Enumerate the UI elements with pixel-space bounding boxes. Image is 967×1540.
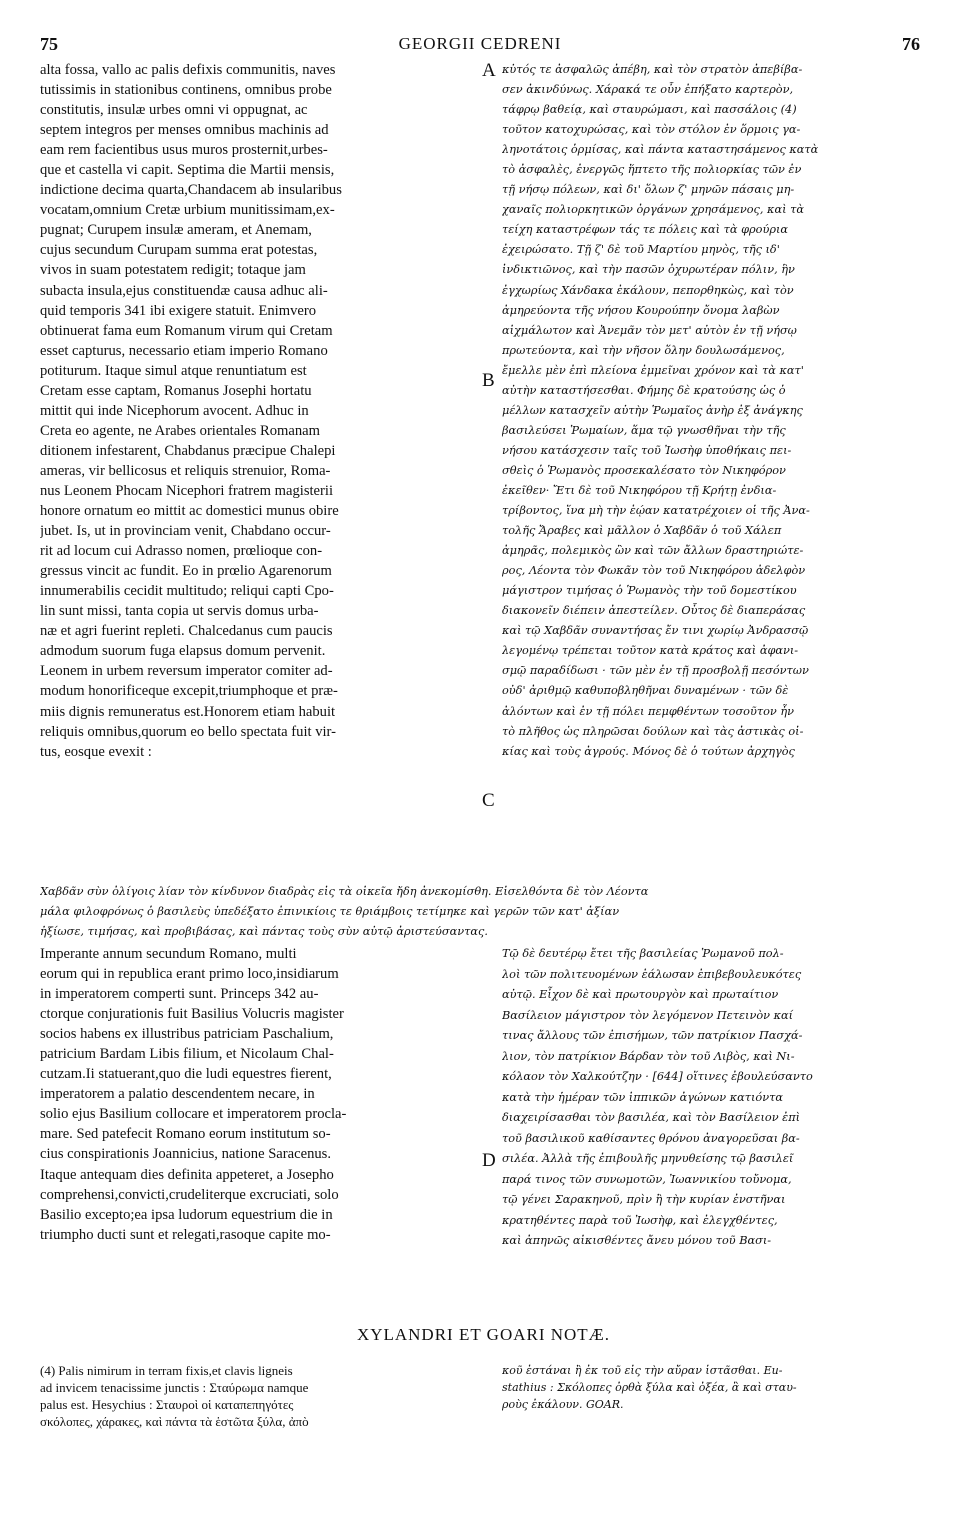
greek-text-line: ἰνδικτιῶνος, καὶ τὴν πασῶν ὀχυρωτέραν πόλιν, ἣν (502, 263, 795, 277)
latin-text-line: Leonem in urbem reversum imperator comiter ad- (40, 663, 333, 680)
latin-text-line: gressus vincit ac fundit. Eo in prœlio Agarenorum (40, 563, 332, 580)
latin-text-line: mittit qui inde Nicephorum avocent. Adhuc in (40, 402, 309, 419)
greek-text-line: οὐδ' ἀριθμῷ καθυποβληθῆναι δυναμένων · τῶν δὲ (502, 684, 789, 698)
greek-text-line: μέλλων κατασχεῖν αὐτὴν Ῥωμαῖος ἀνὴρ ἐξ ἀνάγκης (502, 403, 803, 417)
greek-text-line: τὸ πλῆθος ὡς πληρῶσαι δούλων καὶ τὰς ἀστικὰς οἰ- (502, 724, 804, 738)
greek-column-top (502, 60, 930, 762)
greek-text-line: διαχειρίσασθαι τὸν βασιλέα, καὶ τὸν Βασίλειον ἐπὶ (502, 1111, 801, 1124)
latin-text-line: septem integros per menses omnibus machinis ad (40, 122, 329, 139)
latin-text-line: patricium Bardam Libis filium, et Nicolaum Chal- (40, 1046, 334, 1063)
latin-text-line: ditionem infestarent, Chabdanus præcipue Chalepi (40, 442, 336, 459)
latin-text-line: in imperatorem comperti sunt. Princeps 342 au- (40, 986, 319, 1003)
latin-text-line: potiturum. Itaque simul atque renuntiatum est (40, 362, 307, 379)
note-text-line: stathius : Σκόλοπες ὀρθὰ ξύλα καὶ ὀξέα, ἃ καὶ σταυ- (502, 1381, 797, 1394)
latin-text-line: imperatorem a palatio descendentem necare, in (40, 1086, 315, 1103)
note-text-line: σκόλοπες, χάρακες, καὶ πάντα τὰ ἑστῶτα ξύλα, ἀπὸ (40, 1414, 309, 1429)
latin-text-line: modum honorificeque excepit,triumphoque et præ- (40, 683, 338, 700)
latin-text-line: eam rem facientibus usus muros prosternit,urbes- (40, 142, 328, 159)
latin-text-line: reliquis omnibus,quorum eo bello spectata fuit vir- (40, 723, 336, 740)
latin-text-line: comprehensi,convicti,crudeliterque excruciati, solo (40, 1186, 339, 1203)
latin-column-top (40, 60, 480, 762)
greek-text-line: ἐχειρώσατο. Τῇ ζ' δὲ τοῦ Μαρτίου μηνὸς, τῆς ιδ' (502, 243, 780, 257)
greek-text-line: ἔμελλε μὲν ἐπὶ πλείονα ἐμμεῖναι χρόνον καὶ τὰ κατ' (502, 363, 804, 377)
greek-text-line: σθεὶς ὁ Ῥωμανὸς προσεκαλέσατο τὸν Νικηφόρον (502, 463, 786, 477)
note-text-line: palus est. Hesychius : Σταυροὶ οἱ καταπεπηγότες (40, 1397, 294, 1412)
greek-text-line: σμῷ παραδίδωσι · τῶν μὲν ἐν τῇ προσβολῇ πεσόντων (502, 664, 809, 678)
latin-text-line: Imperante annum secundum Romano, multi (40, 946, 297, 962)
latin-text-line: Basilio excepto;ea ipsa ludorum equestrium die in (40, 1206, 333, 1223)
notes-left (40, 1362, 480, 1430)
greek-text-line: ἀλόντων καὶ ἐν τῇ πόλει πεμφθέντων τοσοῦτον ἦν (502, 704, 794, 718)
latin-text-line: eorum qui in republica erant primo loco,insidiarum (40, 966, 339, 983)
latin-text-line: Cretam esse captam, Romanus Josephi hortatu (40, 382, 312, 399)
greek-text-line: τρίβοντος, ἵνα μὴ τὴν ἑῴαν κατατρέχοιεν οἱ τῆς Ἀνα- (502, 504, 810, 518)
greek-text-line: ἠξίωσε, τιμήσας, καὶ προβιβάσας, καὶ πάντας τοὺς σὺν αὐτῷ ἀριστεύσαντας. (40, 925, 488, 939)
latin-text-line: cujus secundum Curupam summa erat potestas, (40, 242, 318, 259)
greek-text-line: ἐγχωρίως Χάνδακα ἐκάλουν, πεπορθηκὼς, καὶ τὸν (502, 283, 794, 297)
note-text-line: (4) Palis nimirum in terram fixis,et clavis ligneis (40, 1363, 293, 1378)
running-header (40, 34, 920, 58)
latin-text-line: nus Leonem Phocam Nicephori fratrem magisterii (40, 482, 334, 499)
latin-text-line: alta fossa, vallo ac palis defixis communitis, naves (40, 62, 336, 78)
latin-text-line: triumpho ducti sunt et relegati,rasoque capite mo- (40, 1226, 331, 1243)
greek-text-line: παρά τινος τῶν συνωμοτῶν, Ἰωαννικίου τοὔνομα, (502, 1172, 792, 1186)
greek-text-line: σιλέα. Ἀλλὰ τῆς ἐπιβουλῆς μηνυθείσης τῷ βασιλεῖ (502, 1152, 794, 1165)
running-title: GEORGII CEDRENI (398, 34, 562, 53)
greek-text-line: αἰχμάλωτον καὶ Ἀνεμᾶν τὸν μετ' αὐτὸν ἐν τῇ νήσῳ (502, 323, 797, 337)
latin-text-line: quid temporis 341 ibi exigere statuit. Enimvero (40, 302, 317, 319)
latin-text-line: esset capturus, necessario etiam imperio Romano (40, 342, 328, 359)
greek-text-line: πρωτεύοντα, καὶ τὴν νῆσον ὅλην δουλωσάμενος, (502, 343, 785, 357)
greek-text-line: τῇ νήσῳ πόλεων, καὶ δι' ὅλων ζ' μηνῶν πάσαις μη- (502, 183, 795, 197)
latin-text-line: solio ejus Basilium collocare et imperatorem procla- (40, 1106, 347, 1123)
greek-text-line: Βασίλειον μάγιστρον τὸν λεγόμενον Πετεινὸν καί (502, 1008, 794, 1022)
latin-text-line: Itaque antequam dies definita appeteret, a Josepho (40, 1166, 334, 1183)
latin-text-line: innumerabilis cecidit multitudo; reliqui capti Cpo- (40, 583, 334, 600)
greek-text-line: αὐτῷ. Εἶχον δὲ καὶ πρωτουργὸν καὶ πρωταίτιον (502, 988, 779, 1001)
greek-text-line: τείχη καταστρέφων τάς τε πόλεις καὶ τὰ φρούρια (502, 223, 789, 237)
greek-text-line: ἀμηρᾶς, πολεμικὸς ὢν καὶ τῶν ἄλλων δραστηριώτε- (502, 544, 804, 558)
greek-text-line: τινας ἄλλους τῶν ἐπισήμων, τῶν πατρίκιον Πασχά- (502, 1029, 803, 1042)
latin-column-bottom (40, 944, 480, 1245)
section-marker-a: A (482, 60, 496, 81)
greek-text-line: σεν ἀκινδύνως. Χάρακά τε οὖν ἐπήξατο καρτερὸν, (502, 83, 794, 97)
greek-text-line: τῷ γένει Σαρακηνοῦ, πρὶν ἢ τὴν κυρίαν ἐνστῆναι (502, 1193, 786, 1206)
greek-text-line: λεγομένῳ τρέπεται τοῦτον κατὰ κράτος καὶ ἀφανι- (502, 644, 799, 658)
greek-text-line: ἀμηρεύοντα τῆς νήσου Κουρούπην ὄνομα λαβὼν (502, 303, 780, 317)
latin-text-line: lin sunt missi, tanta copia ut servis domus urba- (40, 603, 319, 620)
note-text-line: ad invicem tenacissime junctis : Σταύρωμα namque (40, 1380, 309, 1395)
greek-text-line: χαναῖς πολιορκητικῶν ὀργάνων χρησάμενος, καὶ τὰ (502, 203, 804, 217)
section-marker-c: C (482, 790, 495, 811)
greek-text-line: κατὰ τὴν ἡμέραν τῶν ἱππικῶν ἀγώνων κατιόντα (502, 1090, 783, 1104)
greek-text-line: Χαβδᾶν σὺν ὀλίγοις λίαν τὸν κίνδυνον διαδρὰς εἰς τὰ οἰκεῖα ἤδη ἀνεκομίσθη. Εἰσελθόντα δὲ τὸν Λέοντα (40, 885, 649, 898)
greek-text-line: βασιλεύσει Ῥωμαίων, ἅμα τῷ γνωσθῆναι τὴν τῆς (502, 423, 786, 437)
greek-text-line: νήσου κατάσχεσιν ταῖς τοῦ Ἰωσὴφ ὑποθήκαις πει- (502, 443, 792, 457)
greek-text-line: λοὶ τῶν πολιτευομένων ἑάλωσαν ἐπιβεβουλευκότες (502, 967, 802, 981)
section-marker-d: D (482, 1150, 496, 1171)
latin-text-line: cius conspirationis Joannicius, natione Saracenus. (40, 1146, 331, 1163)
latin-text-line: rit ad locum cui Adrasso nomen, prœlioque con- (40, 543, 323, 560)
latin-text-line: jubet. Is, ut in provinciam venit, Chabdano occur- (40, 523, 331, 540)
latin-text-line: vocatam,omnium Cretæ urbium munitissimam,ex- (40, 202, 335, 219)
greek-text-line: κὐτός τε ἀσφαλῶς ἀπέβη, καὶ τὸν στρατὸν ἀπεβίβα- (502, 63, 803, 76)
notes-right (502, 1362, 930, 1413)
latin-text-line: Creta eo agente, ne Arabes orientales Romanam (40, 422, 321, 439)
latin-text-line: tutissimis in stationibus continens, omnibus probe (40, 82, 332, 99)
latin-text-line: miis dignis remuneratus est.Honorem etiam habuit (40, 703, 336, 720)
greek-text-line: τάφρῳ βαθείᾳ, καὶ σταυρώμασι, καὶ πασσάλοις (4) (502, 103, 797, 117)
latin-text-line: næ et agri fuerint repleti. Chalcedanus cum paucis (40, 623, 333, 640)
latin-text-line: subacta insula,ejus constituendæ causa adhuc ali- (40, 282, 328, 299)
latin-text-line: ctorque conjurationis fuit Basilius Volucris magister (40, 1006, 344, 1023)
greek-text-line: ληνοτάτοις ὁρμίσας, καὶ πάντα καταστησάμενος κατὰ (502, 143, 819, 157)
latin-text-line: ameras, vir bellicosus et reliquis strenuior, Roma- (40, 462, 331, 479)
greek-full-width-lines (40, 882, 930, 942)
greek-text-line: τὸ ἀσφαλὲς, ἐνεργῶς ἥπτετο τῆς πολιορκίας τῶν ἐν (502, 163, 802, 177)
note-text-line: ροὺς ἐκάλουν. GOAR. (502, 1398, 624, 1411)
greek-text-line: ρος, Λέοντα τὸν Φωκᾶν τὸν τοῦ Νικηφόρου ἀδελφὸν (502, 564, 806, 578)
greek-text-line: τοῦ βασιλικοῦ καθίσαντες θρόνου ἀναγορεῦσαι βα- (502, 1131, 800, 1145)
greek-text-line: κίας καὶ τοὺς ἀγρούς. Μόνος δὲ ὁ τούτων ἀρχηγὸς (502, 744, 795, 758)
greek-text-line: λιον, τὸν πατρίκιον Βάρδαν τὸν τοῦ Λιβὸς, καὶ Νι- (502, 1049, 795, 1063)
latin-text-line: vivos in suam potestatem redigit; totaque jam (40, 262, 306, 279)
latin-text-line: que et castella vi capit. Septima die Martii mensis, (40, 162, 335, 179)
latin-text-line: admodum suorum fuga elapsus domum pervenit. (40, 643, 326, 660)
greek-text-line: καὶ ἀπηνῶς αἰκισθέντες ἄνευ μόνου τοῦ Βασι- (502, 1234, 772, 1247)
notes-title: XYLANDRI ET GOARI NOTÆ. (356, 1325, 611, 1344)
latin-text-line: indictione decima quarta,Chandacem ab insularibus (40, 182, 342, 199)
greek-text-line: διακονεῖν διέπειν ἀπεστείλεν. Οὗτος δὲ διαπεράσας (502, 604, 806, 618)
greek-text-line: τοῦτον κατοχυρώσας, καὶ τὸν στόλον ἐν ὅρμοις γα- (502, 123, 801, 137)
section-marker-b: B (482, 370, 495, 391)
latin-text-line: obtinuerat fama eum Romanum virum qui Cretam (40, 322, 333, 339)
latin-text-line: constitutis, insulæ urbes omni vi oppugnat, ac (40, 102, 308, 119)
greek-text-line: τολῆς Ἄραβες καὶ μᾶλλον ὁ Χαβδᾶν ὁ τοῦ Χάλεπ (502, 524, 782, 538)
latin-text-line: pugnat; Curupem insulæ ameram, et Anemam, (40, 222, 312, 239)
greek-text-line: κρατηθέντες παρὰ τοῦ Ἰωσὴφ, καὶ ἐλεγχθέντες, (502, 1213, 778, 1227)
greek-column-bottom (502, 944, 930, 1252)
greek-text-line: μάγιστρον τιμήσας ὁ Ῥωμανὸς τὴν τοῦ δομεστίκου (502, 584, 797, 598)
latin-text-line: tus, eosque evexit : (40, 743, 152, 760)
greek-text-line: μάλα φιλοφρόνως ὁ βασιλεὺς ὑπεδέξατο ἐπινικίοις τε θριάμβοις τετίμηκε καὶ γερῶν τῶν κατ' ἀξίαν (40, 905, 620, 919)
greek-text-line: αὐτὴν καταστήσεσθαι. Φήμης δὲ κρατούσης ὡς ὁ (502, 383, 786, 397)
latin-text-line: mare. Sed patefecit Romano eorum institutum so- (40, 1126, 331, 1143)
latin-text-line: cutzam.Ii statuerant,quo die ludi equestres fierent, (40, 1066, 332, 1083)
greek-text-line: κόλαον τὸν Χαλκούτζην · [644] οἵτινες ἐβουλεύσαντο (502, 1070, 813, 1083)
latin-text-line: socios habens ex illustribus patriciam Paschalium, (40, 1026, 334, 1043)
greek-text-line: καὶ τῷ Χαβδᾶν συναντήσας ἔν τινι χωρίῳ Ἀνδρασσῷ (502, 624, 809, 638)
latin-text-line: honore ornatum eo mittit ac domestici munus obire (40, 503, 339, 520)
page-number-left: 75 (40, 34, 58, 54)
note-text-line: κοῦ ἑστάναι ἢ ἐκ τοῦ εἰς τὴν αὔραν ἱστᾶσθαι. Eu- (502, 1364, 783, 1377)
greek-text-line: ἐκεῖθεν· Ἔτι δὲ τοῦ Νικηφόρου τῇ Κρήτῃ ἐνδια- (502, 483, 777, 497)
page-number-right: 76 (902, 34, 920, 54)
greek-text-line: Τῷ δὲ δευτέρῳ ἔτει τῆς βασιλείας Ῥωμανοῦ πολ- (502, 947, 784, 960)
